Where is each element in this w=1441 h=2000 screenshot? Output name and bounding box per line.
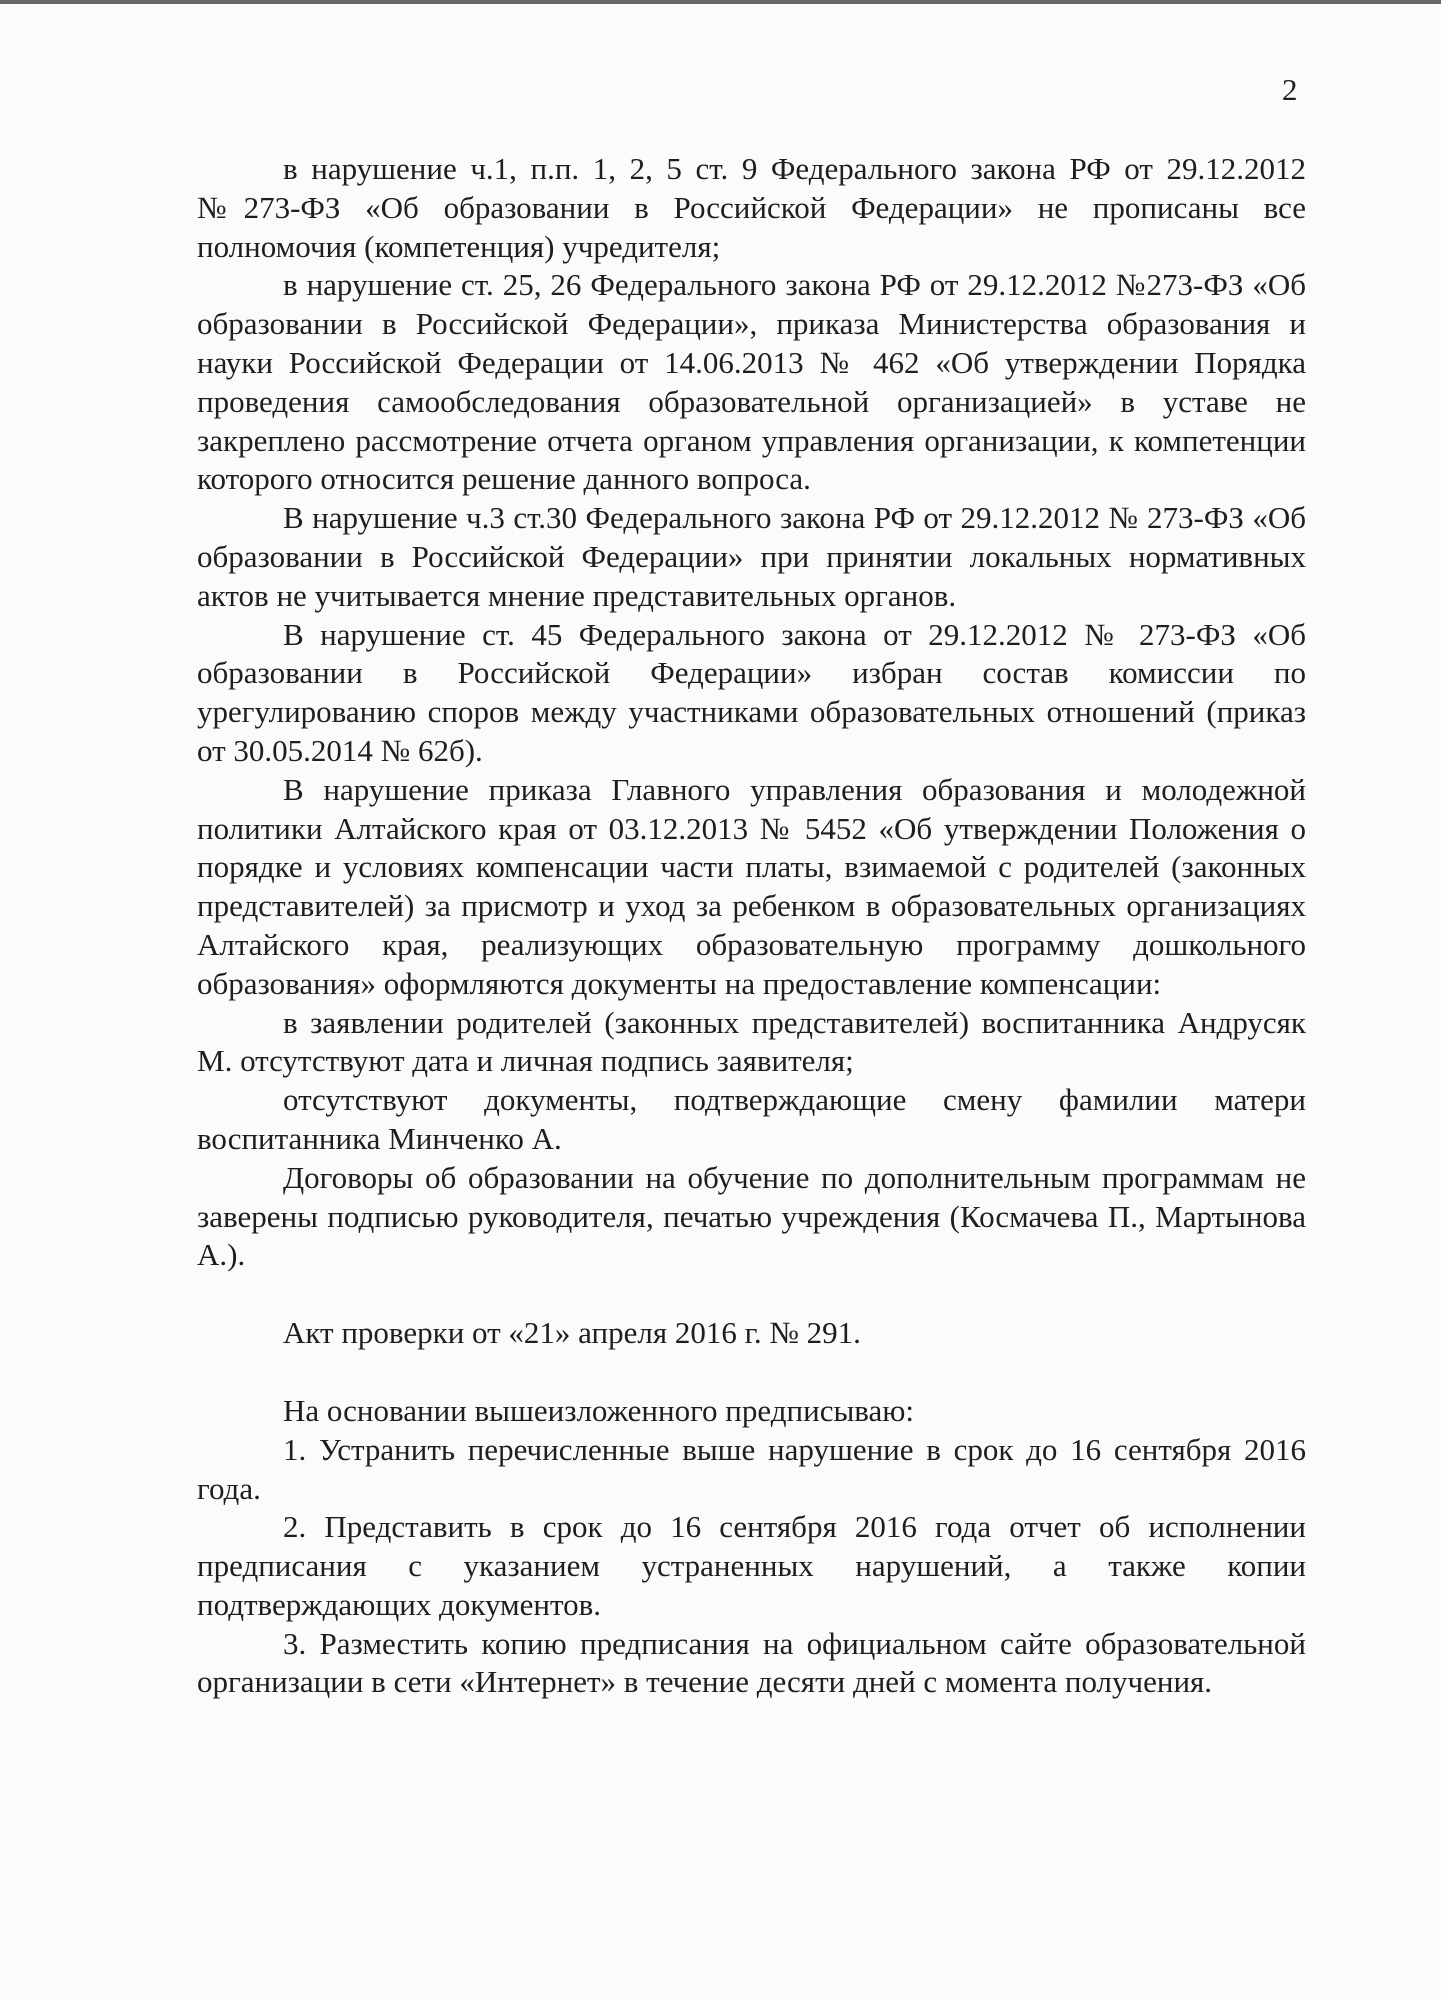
prescription-item-3: 3. Разместить копию предписания на официальном сайте образовательной организации в сети «Интернет» в течение десяти дней с момента получения. (197, 1625, 1306, 1700)
prescription-item-1: 1. Устранить перечисленные выше нарушение в срок до 16 сентября 2016 года. (197, 1431, 1306, 1506)
document-body (197, 150, 1306, 1702)
spacer (197, 1353, 1306, 1392)
page-number: 2 (1282, 72, 1298, 107)
paragraph-self-examination: в нарушение ст. 25, 26 Федерального закона РФ от 29.12.2012 №273-ФЗ «Об образовании в Российской Федерации», приказа Министерства образования и науки Российской Федерации от 14.06.2013 № 462 «Об утверждении Порядка проведения самообследования образовательной организацией» в уставе не закреплено рассмотрение отчета органом управления организации, к компетенции которого относится решение данного вопроса. (197, 267, 1306, 497)
inspection-act-reference: Акт проверки от «21» апреля 2016 г. № 291. (283, 1315, 861, 1351)
paragraph-dispute-commission: В нарушение ст. 45 Федерального закона от 29.12.2012 № 273-ФЗ «Об образовании в Российской Федерации» избран состав комиссии по урегулированию споров между участниками образовательных отношений (приказ от 30.05.2014 № 62б). (197, 616, 1306, 768)
prescription-item-2: 2. Представить в срок до 16 сентября 2016 года отчет об исполнении предписания с указанием устраненных нарушений, а также копии подтверждающих документов. (197, 1509, 1306, 1622)
paragraph-contracts-unsigned: Договоры об образовании на обучение по дополнительным программам не заверены подписью руководителя, печатью учреждения (Космачева П., Мартынова А.). (197, 1159, 1306, 1273)
paragraph-local-acts: В нарушение ч.3 ст.30 Федерального закона РФ от 29.12.2012 № 273-ФЗ «Об образовании в Российской Федерации» при принятии локальных нормативных актов не учитывается мнение представительных органов. (197, 500, 1306, 613)
paragraph-surname-documents: отсутствуют документы, подтверждающие смену фамилии матери воспитанника Минченко А. (197, 1082, 1306, 1156)
paragraph-compensation-order: В нарушение приказа Главного управления образования и молодежной политики Алтайского края от 03.12.2013 № 5452 «Об утверждении Положения о порядке и условиях компенсации части платы, взимаемой с родителей (законных представителей) за присмотр и уход за ребенком в образовательных организациях Алтайского края, реализующих образовательную программу дошкольного образования» оформляются документы на предоставление компенсации: (197, 771, 1306, 1001)
scan-top-edge (0, 0, 1441, 4)
prescription-intro: На основании вышеизложенного предписываю: (283, 1392, 915, 1428)
spacer (197, 1275, 1306, 1314)
paragraph-application-missing-signature: в заявлении родителей (законных представителей) воспитанника Андрусяк М. отсутствуют дата и личная подпись заявителя; (197, 1004, 1306, 1079)
paragraph-founder-powers: в нарушение ч.1, п.п. 1, 2, 5 ст. 9 Федерального закона РФ от 29.12.2012 №273-ФЗ «Об образовании в Российской Федерации» не прописаны все полномочия (компетенция) учредителя; (197, 151, 1306, 264)
